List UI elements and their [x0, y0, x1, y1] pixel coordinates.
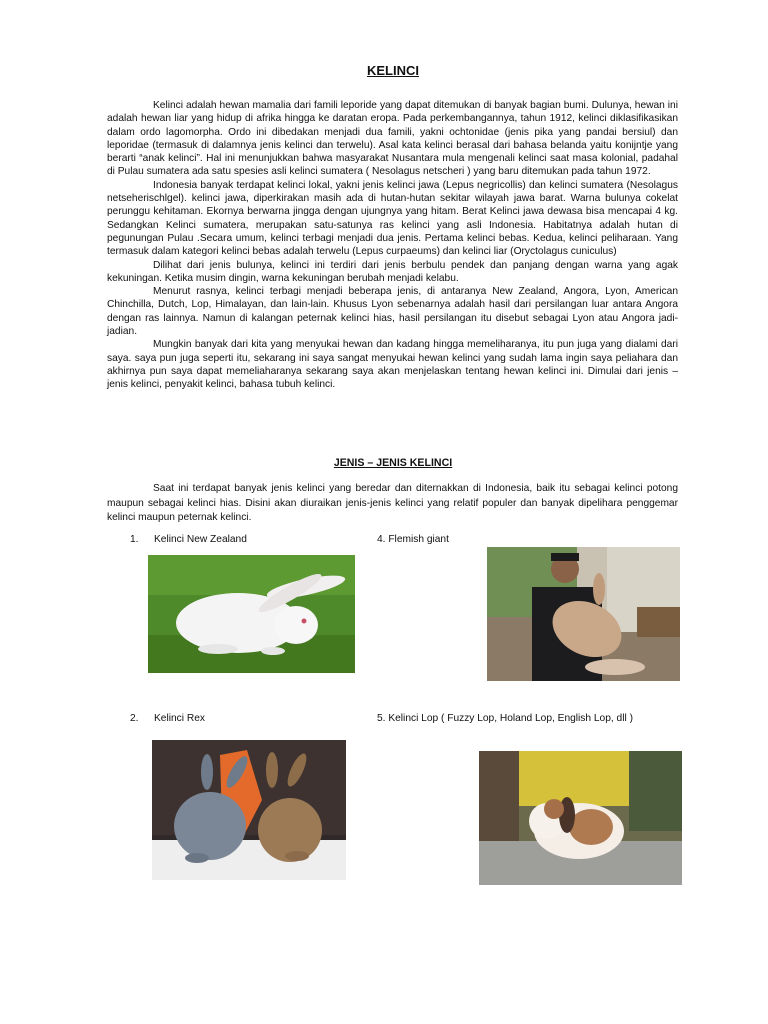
list-item-label — [377, 713, 633, 724]
list-item-text: Kelinci New Zealand — [154, 534, 247, 545]
intro-body — [107, 99, 678, 392]
list-item-label — [130, 713, 205, 724]
list-item-text: Kelinci Rex — [154, 713, 205, 724]
paragraph: Indonesia banyak terdapat kelinci lokal, yakni jenis kelinci jawa (Lepus negricollis) dan kelinci sumatera (Nesolagus netseherischlgel). kelinci jawa, diperkirakan masih ada di hutan-hutan sekitar wilayah jawa barat. Warna bulunya cokelat perunggu kehitaman. Ekornya berwarna jingga dengan ujungnya yang hitam. Berat Kelinci jawa dewasa bisa mencapai 4 kg. Sedangkan Kelinci sumatera, merupakan satu-satunya ras kelinci yang asli Indonesia. Habitatnya adalah hutan di pegunungan Pulau .Secara umum, kelinci terbagi menjadi dua jenis. Pertama kelinci bebas. Kedua, kelinci peliharaan. Yang termasuk dalam kategori kelinci bebas adalah terwelu (Lepus curpaeums) dan kelinci liar (Oryctolagus cuniculus) — [107, 179, 678, 258]
list-item-label — [377, 534, 449, 545]
lop-rabbit-photo — [479, 751, 682, 885]
section-intro — [107, 482, 678, 526]
paragraph: Dilihat dari jenis bulunya, kelinci ini terdiri dari jenis berbulu pendek dan panjang dengan warna yang agak kekuningan. Ketika musim dingin, warna kekuningan berubah menjadi kelabu. — [107, 259, 678, 284]
paragraph: Menurut rasnya, kelinci terbagi menjadi beberapa jenis, di antaranya New Zealand, Angora, Lyon, American Chinchilla, Dutch, Lop, Himalayan, dan lain-lain. Khusus Lyon sebenarnya adalah hasil dari persilangan luar antara Angora dengan ras lainnya. Namun di kalangan peternak kelinci hias, hasil persilangan itu disebut sebagai Lyon atau Angora jadi-jadian. — [107, 286, 678, 338]
paragraph: Kelinci adalah hewan mamalia dari famili leporide yang dapat ditemukan di banyak bagian bumi. Dulunya, hewan ini adalah hewan liar yang hidup di afrika hingga ke daratan eropa. Pada perkembangannya, tahun 1912, kelinci diklasifikasikan dalam ordo lagomorpha. Ordo ini dibedakan menjadi dua famili, yakni ochtonidae (jenis pika yang pandai bersiul) dan leporidae (termasuk di dalamnya jenis kelinci dan terwelu). Asal kata kelinci berasal dari bahasa belanda yaitu konijntje yang berarti “anak kelinci”. Hal ini menunjukkan bahwa masyarakat Nusantara mula mengenali kelinci saat masa kolonial, padahal di Pulau sumatera ada satu spesies asli kelinci sumatera ( Nesolagus netscheri ) yang baru ditemukan pada tahun 1972. — [107, 100, 678, 178]
list-item-number: 1. — [130, 534, 139, 545]
paragraph: Mungkin banyak dari kita yang menyukai hewan dan kadang hingga memeliharanya, itu pun juga yang dialami dari saya. saya pun juga seperti itu, sekarang ini saya sangat menyukai hewan kelinci yang sudah lama ingin saya peliahara dan akhirnya pun saya dapat memeliaharanya sekarang saya akan menjelaskan tentang hewan kelinci ini. Dimulai dari jenis – jenis kelinci, penyakit kelinci, bahasa tubuh kelinci. — [107, 339, 678, 391]
rex-rabbit-photo — [152, 740, 346, 880]
list-item-label — [130, 534, 247, 545]
flemish-giant-rabbit-photo — [487, 547, 680, 681]
list-item-text: 4. Flemish giant — [377, 534, 449, 545]
new-zealand-rabbit-photo — [148, 555, 355, 673]
list-item-text: 5. Kelinci Lop ( Fuzzy Lop, Holand Lop, English Lop, dll ) — [377, 713, 633, 724]
document-title: KELINCI — [367, 63, 419, 78]
paragraph: Saat ini terdapat banyak jenis kelinci yang beredar dan diternakkan di Indonesia, baik itu sebagai kelinci potong maupun sebagai kelinci hias. Disini akan diuraikan jenis-jenis kelinci yang relatif populer dan banyak dipelihara penggemar kelinci maupun peternak kelinci. — [107, 483, 678, 523]
section-title: JENIS – JENIS KELINCI — [333, 457, 453, 469]
list-item-number: 2. — [130, 713, 139, 724]
